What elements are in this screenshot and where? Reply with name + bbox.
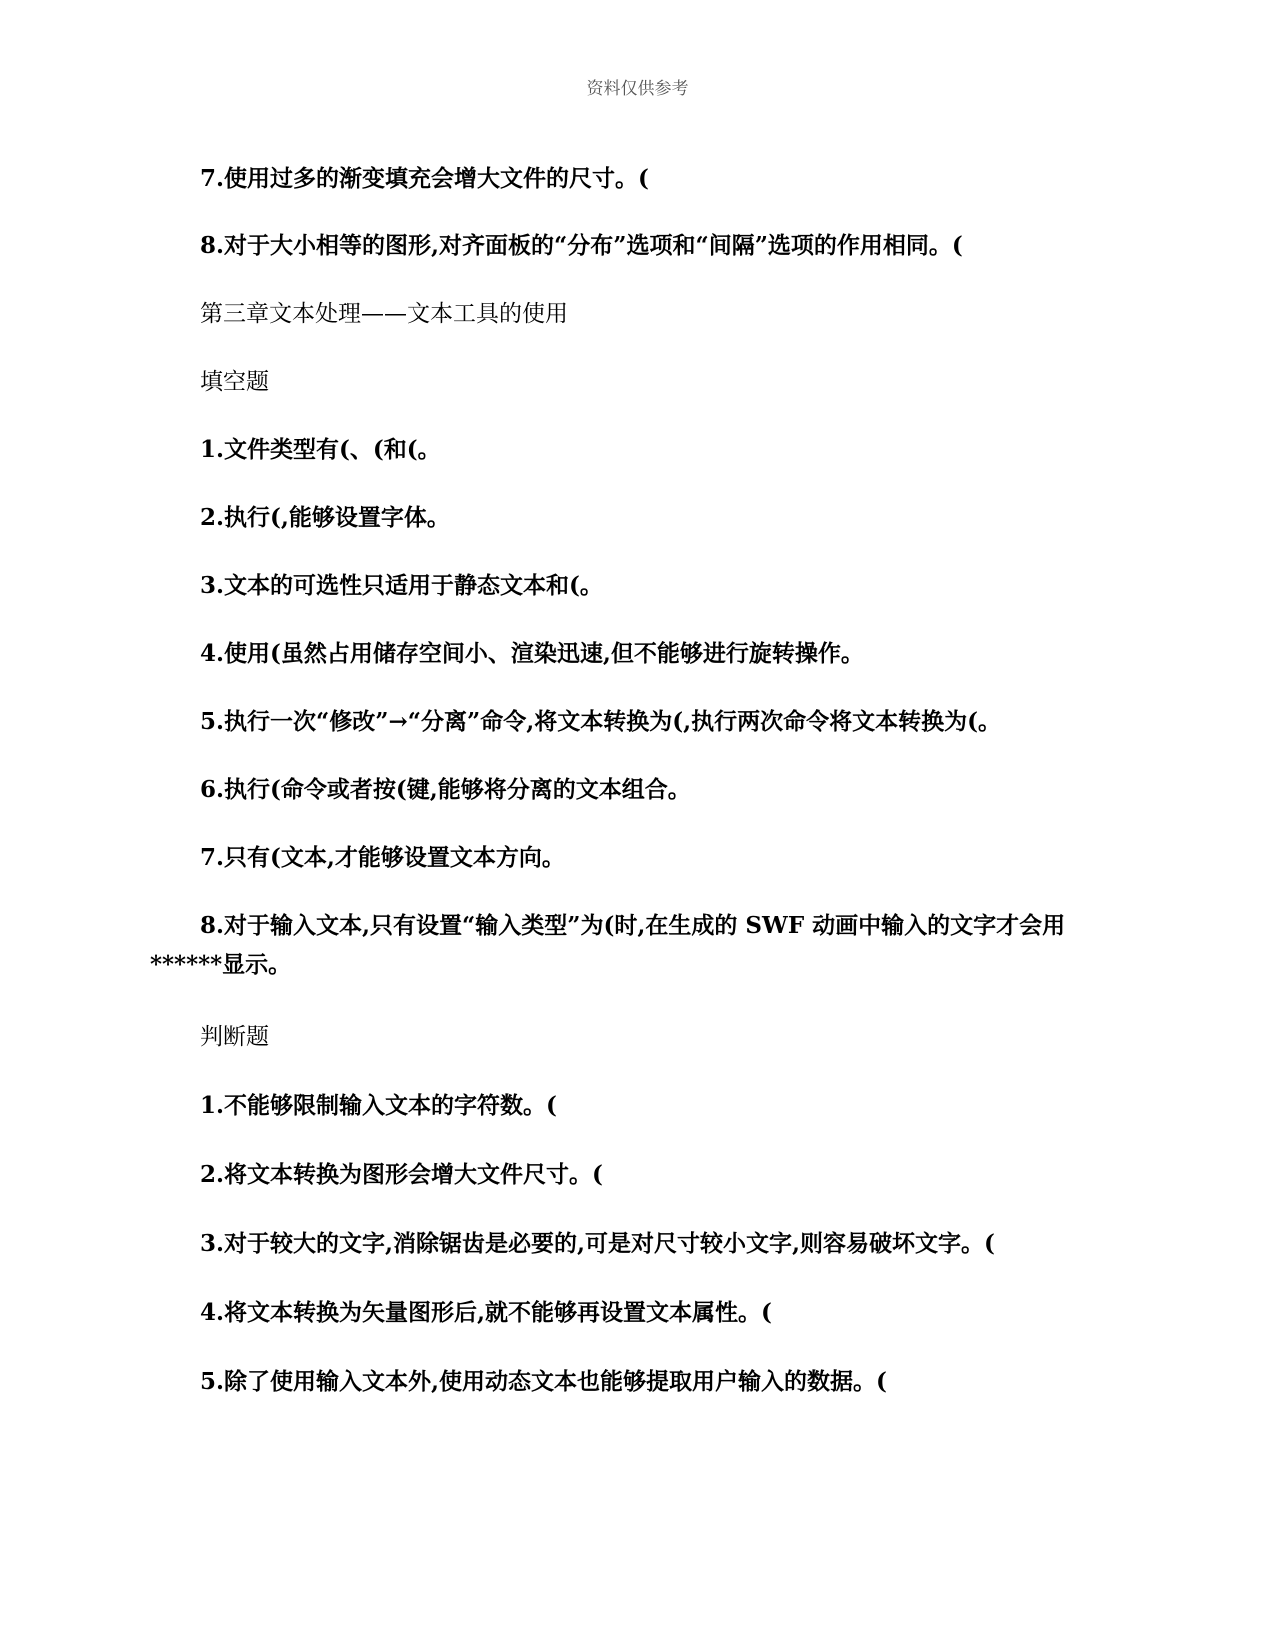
question-text: 3.文本的可选性只适用于静态文本和(。: [200, 572, 603, 599]
section-heading: 判断题: [200, 1024, 269, 1050]
question-text: 2.将文本转换为图形会增大文件尺寸。(: [200, 1161, 603, 1188]
question-text: 3.对于较大的文字,消除锯齿是必要的,可是对尺寸较小文字,则容易破坏文字。(: [200, 1230, 995, 1257]
question-text: 1.不能够限制输入文本的字符数。(: [200, 1092, 557, 1119]
question-text: 5.除了使用输入文本外,使用动态文本也能够提取用户输入的数据。(: [200, 1368, 887, 1395]
chapter-heading: 第三章文本处理——文本工具的使用: [200, 301, 568, 327]
question-text: 7.使用过多的渐变填充会增大文件的尺寸。(: [200, 165, 649, 192]
question-text: 4.使用(虽然占用储存空间小、渲染迅速,但不能够进行旋转操作。: [200, 640, 864, 667]
question-text: 8.对于输入文本,只有设置“输入类型”为(时,在生成的 SWF 动画中输入的文字才会用: [200, 912, 1066, 939]
question-text: 1.文件类型有(、(和(。: [200, 436, 441, 463]
question-text: 4.将文本转换为矢量图形后,就不能够再设置文本属性。(: [200, 1299, 772, 1326]
question-text: 2.执行(,能够设置字体。: [200, 504, 450, 531]
section-heading: 填空题: [200, 369, 269, 395]
question-text: 6.执行(命令或者按(键,能够将分离的文本组合。: [200, 776, 691, 803]
question-text: 8.对于大小相等的图形,对齐面板的“分布”选项和“间隔”选项的作用相同。(: [200, 232, 963, 259]
question-text: 7.只有(文本,才能够设置文本方向。: [200, 844, 565, 871]
question-text-continued: ******显示。: [150, 951, 292, 978]
question-text: 5.执行一次“修改”→“分离”命令,将文本转换为(,执行两次命令将文本转换为(。: [200, 708, 1001, 735]
page-header: 资料仅供参考: [586, 79, 689, 99]
